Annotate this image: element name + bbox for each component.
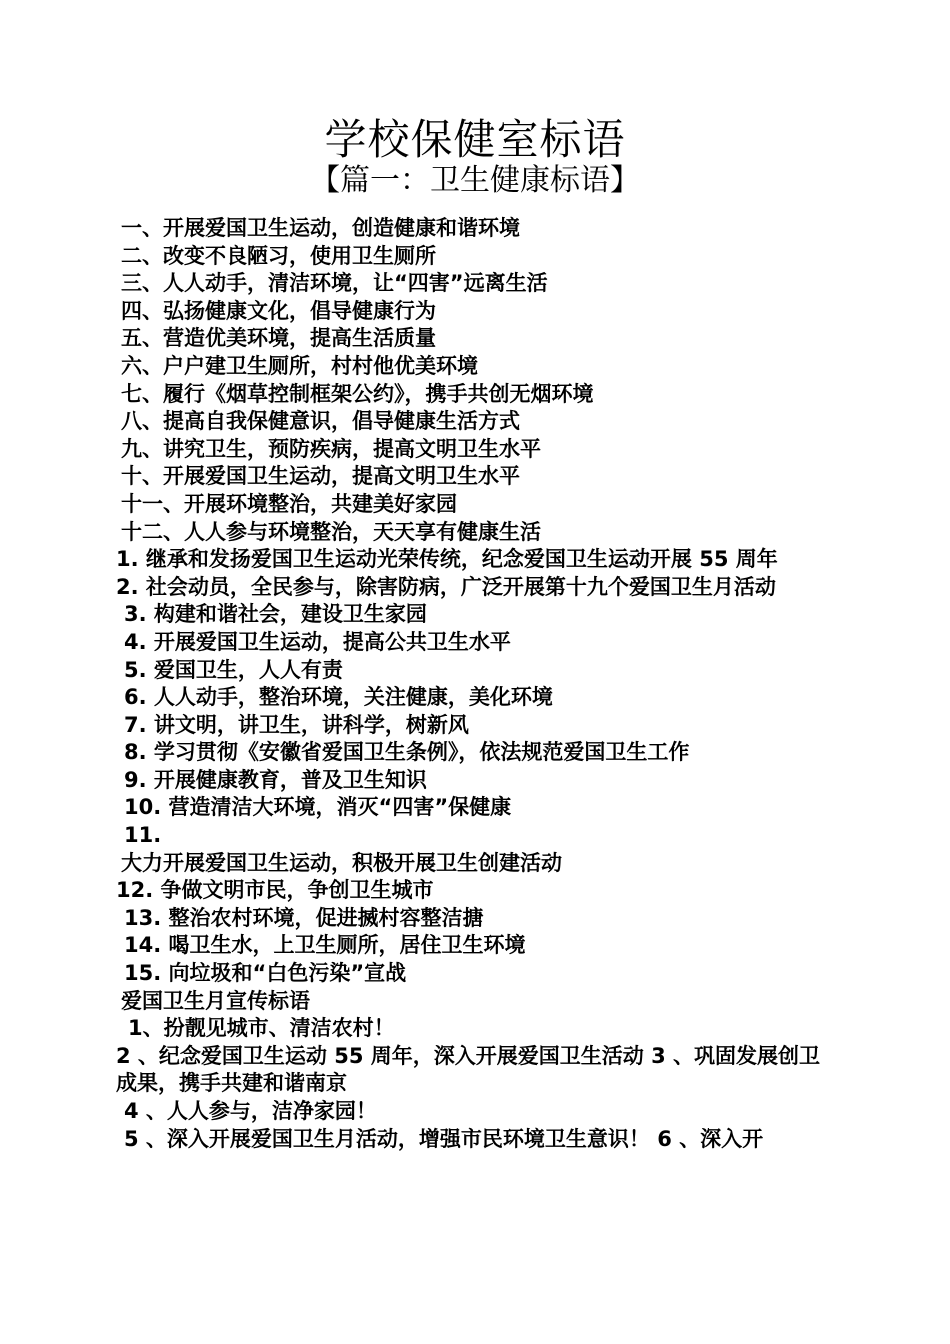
text-line: 4 、人人参与，洁净家园！ <box>124 1099 377 1123</box>
text-line: 12. 争做文明市民，争创卫生城市 <box>116 878 434 903</box>
text-line: 8. 学习贯彻《安徽省爱国卫生条例》，依法规范爱国卫生工作 <box>124 740 690 765</box>
text-line: 1. 继承和发扬爱国卫生运动光荣传统，纪念爱国卫生运动开展 55 周年 <box>116 547 778 572</box>
text-line: 13. 整治农村环境，促进搣村容整洁搪 <box>124 905 484 930</box>
text-line: 3. 构建和谐社会，建设卫生家园 <box>124 602 427 627</box>
text-line: 五、营造优美环境，提高生活质量 <box>121 326 436 351</box>
text-line: 二、改变不良陋习，使用卫生厕所 <box>121 243 436 268</box>
text-line: 14. 喝卫生水，上卫生厕所，居住卫生环境 <box>124 933 526 958</box>
text-line: 十一、开展环境整治，共建美好家园 <box>121 491 457 516</box>
page-subtitle: 【篇一：卫生健康标语】 <box>310 163 640 198</box>
text-line: 9. 开展健康教育，普及卫生知识 <box>124 767 427 792</box>
text-line: 四、弘扬健康文化，倡导健康行为 <box>121 298 436 323</box>
text-line: 7. 讲文明，讲卫生，讲科学，树新风 <box>124 712 469 737</box>
text-line: 11. <box>124 823 162 848</box>
text-line: 4. 开展爱国卫生运动，提高公共卫生水平 <box>124 629 511 654</box>
text-line: 5 、深入开展爱国卫生月活动，增强市民环境卫生意识！ 6 、深入开 <box>124 1126 764 1151</box>
text-line: 九、讲究卫生，预防疾病，提高文明卫生水平 <box>121 436 541 461</box>
text-line: 10. 营造清洁大环境，消灭“四害”保健康 <box>124 795 512 820</box>
text-line: 2. 社会动员，全民参与，除害防病，广泛开展第十九个爱国卫生月活动 <box>116 574 776 599</box>
text-line: 十、开展爱国卫生运动，提高文明卫生水平 <box>121 464 520 489</box>
text-line: 爱国卫生月宣传标语 <box>121 988 310 1013</box>
text-line: 大力开展爱国卫生运动，积极开展卫生创建活动 <box>121 850 562 875</box>
text-line: 三、人人动手，清洁环境，让“四害”远离生活 <box>121 271 548 296</box>
text-line: 七、履行《烟草控制框架公约》，携手共创无烟环境 <box>121 381 594 406</box>
text-line: 1、扮靓见城市、清洁农村！ <box>128 1016 395 1041</box>
text-line: 2 、纪念爱国卫生运动 55 周年，深入开展爱国卫生活动 3 、巩固发展创卫成果，携手共建和谐南京 <box>116 1043 820 1096</box>
text-line: 一、开展爱国卫生运动，创造健康和谐环境 <box>121 216 520 240</box>
text-line: 八、提高自我保健意识，倡导健康生活方式 <box>121 409 520 434</box>
page-title: 学校保健室标语 <box>324 115 626 164</box>
text-line: 15. 向垃圾和“白色污染”宣战 <box>124 961 407 986</box>
text-line: 6. 人人动手，整治环境，关注健康，美化环境 <box>124 685 553 710</box>
text-line: 5. 爱国卫生，人人有责 <box>124 657 343 682</box>
document-body <box>116 215 836 1153</box>
text-line: 六、户户建卫生厕所，村村他优美环境 <box>121 353 478 378</box>
text-line: 十二、人人参与环境整治，天天享有健康生活 <box>121 519 541 544</box>
